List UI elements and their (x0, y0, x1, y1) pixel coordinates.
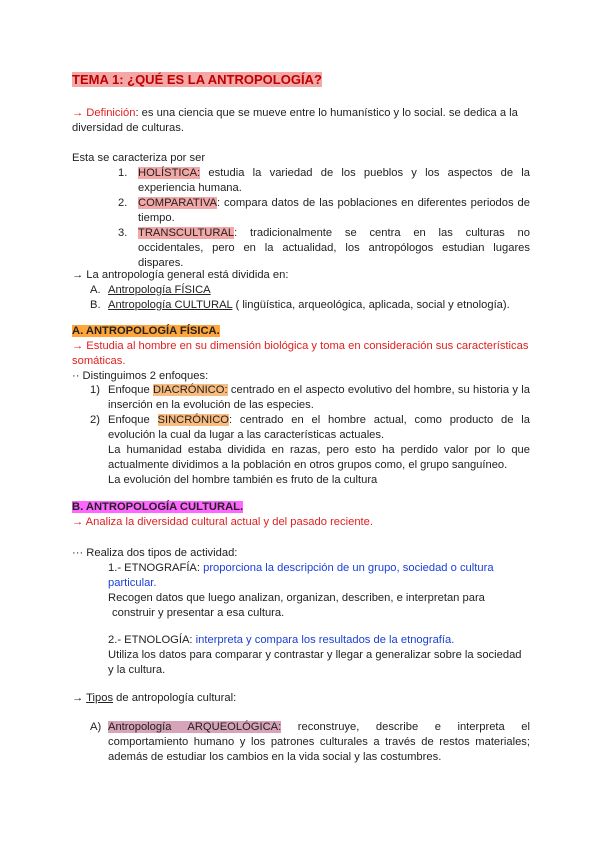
definition-paragraph: → Definición: es una ciencia que se mueve entre lo humanístico y lo social. se dedica a la diversidad de culturas. (72, 107, 518, 134)
etnografia-item: 1.- ETNOGRAFÍA: proporciona la descripción de un grupo, sociedad o cultura particular. (108, 562, 494, 589)
page-title: TEMA 1: ¿QUÉ ES LA ANTROPOLOGÍA? (72, 72, 322, 87)
holistica-term: HOLÍSTICA: (138, 167, 201, 179)
fisica-intro: ·· Distinguimos 2 enfoques: (72, 370, 209, 382)
general-intro: → La antropología general está dividida en: (72, 269, 289, 281)
fisica-lead: → Estudia al hombre en su dimensión biológica y toma en consideración sus características somáticas. (72, 340, 529, 367)
arqueologica-term: Antropología ARQUEOLÓGICA: (108, 721, 282, 733)
etnografia-description: Recogen datos que luego analizan, organizan, describen, e interpretan para construir y presentar a esa cultura. (108, 592, 485, 619)
cultural-intro: ··· Realiza dos tipos de actividad: (72, 547, 238, 559)
fisica-races-paragraph: La humanidad estaba dividida en razas, pero esto ha perdido valor por lo que actualmente dividimos a la población en otros grupos como, el grupo sanguíneo. (108, 444, 530, 471)
fisica-evolution-line: La evolución del hombre también es fruto de la cultura (108, 474, 378, 486)
comparativa-term: COMPARATIVA (138, 197, 217, 209)
section-heading-fisica: A. ANTROPOLOGÍA FÍSICA. (72, 325, 220, 337)
definition-label: Definición (86, 107, 136, 119)
etnologia-item: 2.- ETNOLOGÍA: interpreta y compara los resultados de la etnografía. (108, 634, 455, 646)
tipos-intro: → Tipos de antropología cultural: (72, 692, 237, 704)
characteristics-intro: Esta se caracteriza por ser (72, 152, 206, 164)
document-page: TEMA 1: ¿QUÉ ES LA ANTROPOLOGÍA? → Definición: es una ciencia que se mueve entre lo humanístico y lo social. se dedica a la diversidad de culturas. Esta se caracteriza por ser 1. HOLÍSTICA: estudia la variedad de los pueblos y los aspectos de la experiencia humana. 2. COMPARATIVA: compara datos de las poblaciones en diferentes periodos de tiempo. 3. TRANSCULTURAL: tradicionalmente se centra en las culturas no occidentales, pero en la actualidad, los antropólogos estudian lugares dispares. → La antropología general está dividida en: A. Antropología FÍSICA B. Antropología CULTURAL ( lingüística, arqueológica, aplicada, social y etnología). A. ANTROPOLOGÍA FÍSICA. → Estudia al hombre en su dimensión biológica y toma en consideración sus características somáticas. ·· Distinguimos 2 enfoques: 1) Enfoque DIACRÓNICO: centrado en el aspecto evolutivo del hombre, su historia y la inserción en la evolución de las especies. 2) Enfoque SINCRÓNICO: centrado en el hombre actual, como producto de la evolución la cual da lugar a las características actuales. La humanidad estaba dividida en razas, pero esto ha perdido valor por lo que actualmente dividimos a la población en otros grupos como, el grupo sanguíneo. La evolución del hombre también es fruto de la cultura B. ANTROPOLOGÍA CULTURAL. → Analiza la diversidad cultural actual y del pasado reciente. ··· Realiza dos tipos de actividad: 1.- ETNOGRAFÍA: proporciona la descripción de un grupo, sociedad o cultura particular. Recogen datos que luego analizan, organizan, describen, e interpretan para construir y presentar a esa cultura. 2.- ETNOLOGÍA: interpreta y compara los resultados de la etnografía. Utiliza los datos para comparar y contrastar y llegar a generalizar sobre la sociedad y la cultura. → Tipos de antropología cultural: A) Antropología ARQUEOLÓGICA: reconstruye, describe e interpreta el comportamiento humano y los patrones culturales a través de restos materiales; además de estudiar los cambios en la vida social y las costumbres. (72, 72, 530, 763)
etnologia-description: Utiliza los datos para comparar y contrastar y llegar a generalizar sobre la sociedad y la cultura. (108, 649, 522, 676)
transcultural-term: TRANSCULTURAL (138, 227, 235, 239)
sincronico-term: SINCRÓNICO (157, 414, 229, 426)
cultural-lead: → Analiza la diversidad cultural actual y del pasado reciente. (72, 516, 373, 528)
diacronico-term: DIACRÓNICO: (152, 384, 228, 396)
section-heading-cultural: B. ANTROPOLOGÍA CULTURAL. (72, 501, 244, 513)
